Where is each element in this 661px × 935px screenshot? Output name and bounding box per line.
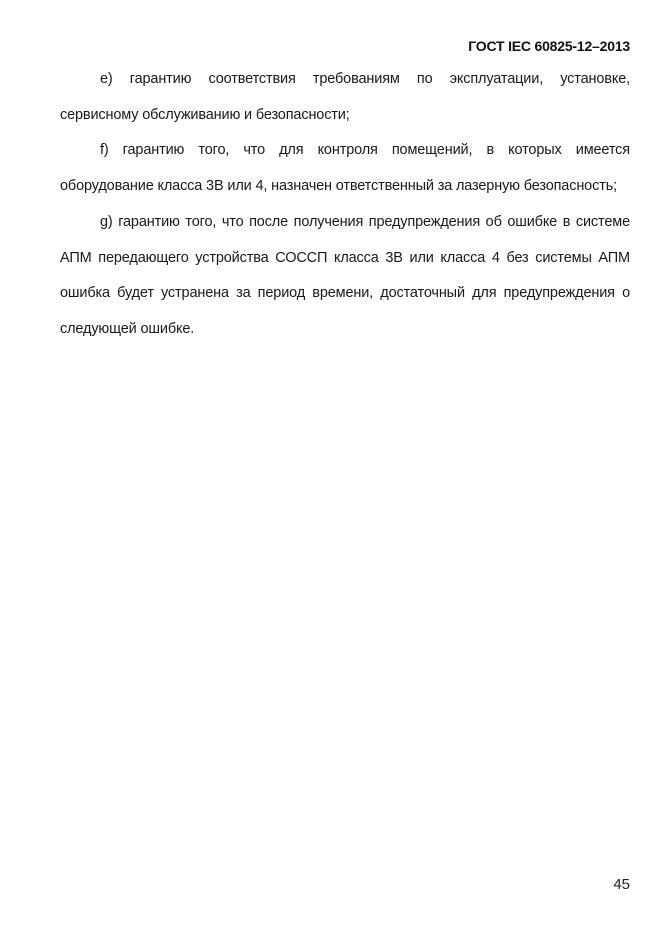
- document-body: [60, 62, 630, 348]
- paragraph-item-g: g) гарантию того, что после получения предупреждения об ошибке в системе АПМ передающего устройства СОССП класса 3B или класса 4 без системы АПМ ошибка будет устранена за период времени, достаточный для предупреждения о следующей ошибке.: [60, 213, 630, 337]
- paragraph-item-e: e) гарантию соответствия требованиям по эксплуатации, установке, сервисному обслуживанию и безопасности;: [60, 71, 630, 123]
- document-code-header: ГОСТ IEC 60825-12–2013: [468, 38, 630, 54]
- page-number: 45: [613, 876, 630, 893]
- paragraph-item-f: f) гарантию того, что для контроля помещений, в которых имеется оборудование класса 3B или 4, назначен ответственный за лазерную безопасность;: [60, 142, 630, 195]
